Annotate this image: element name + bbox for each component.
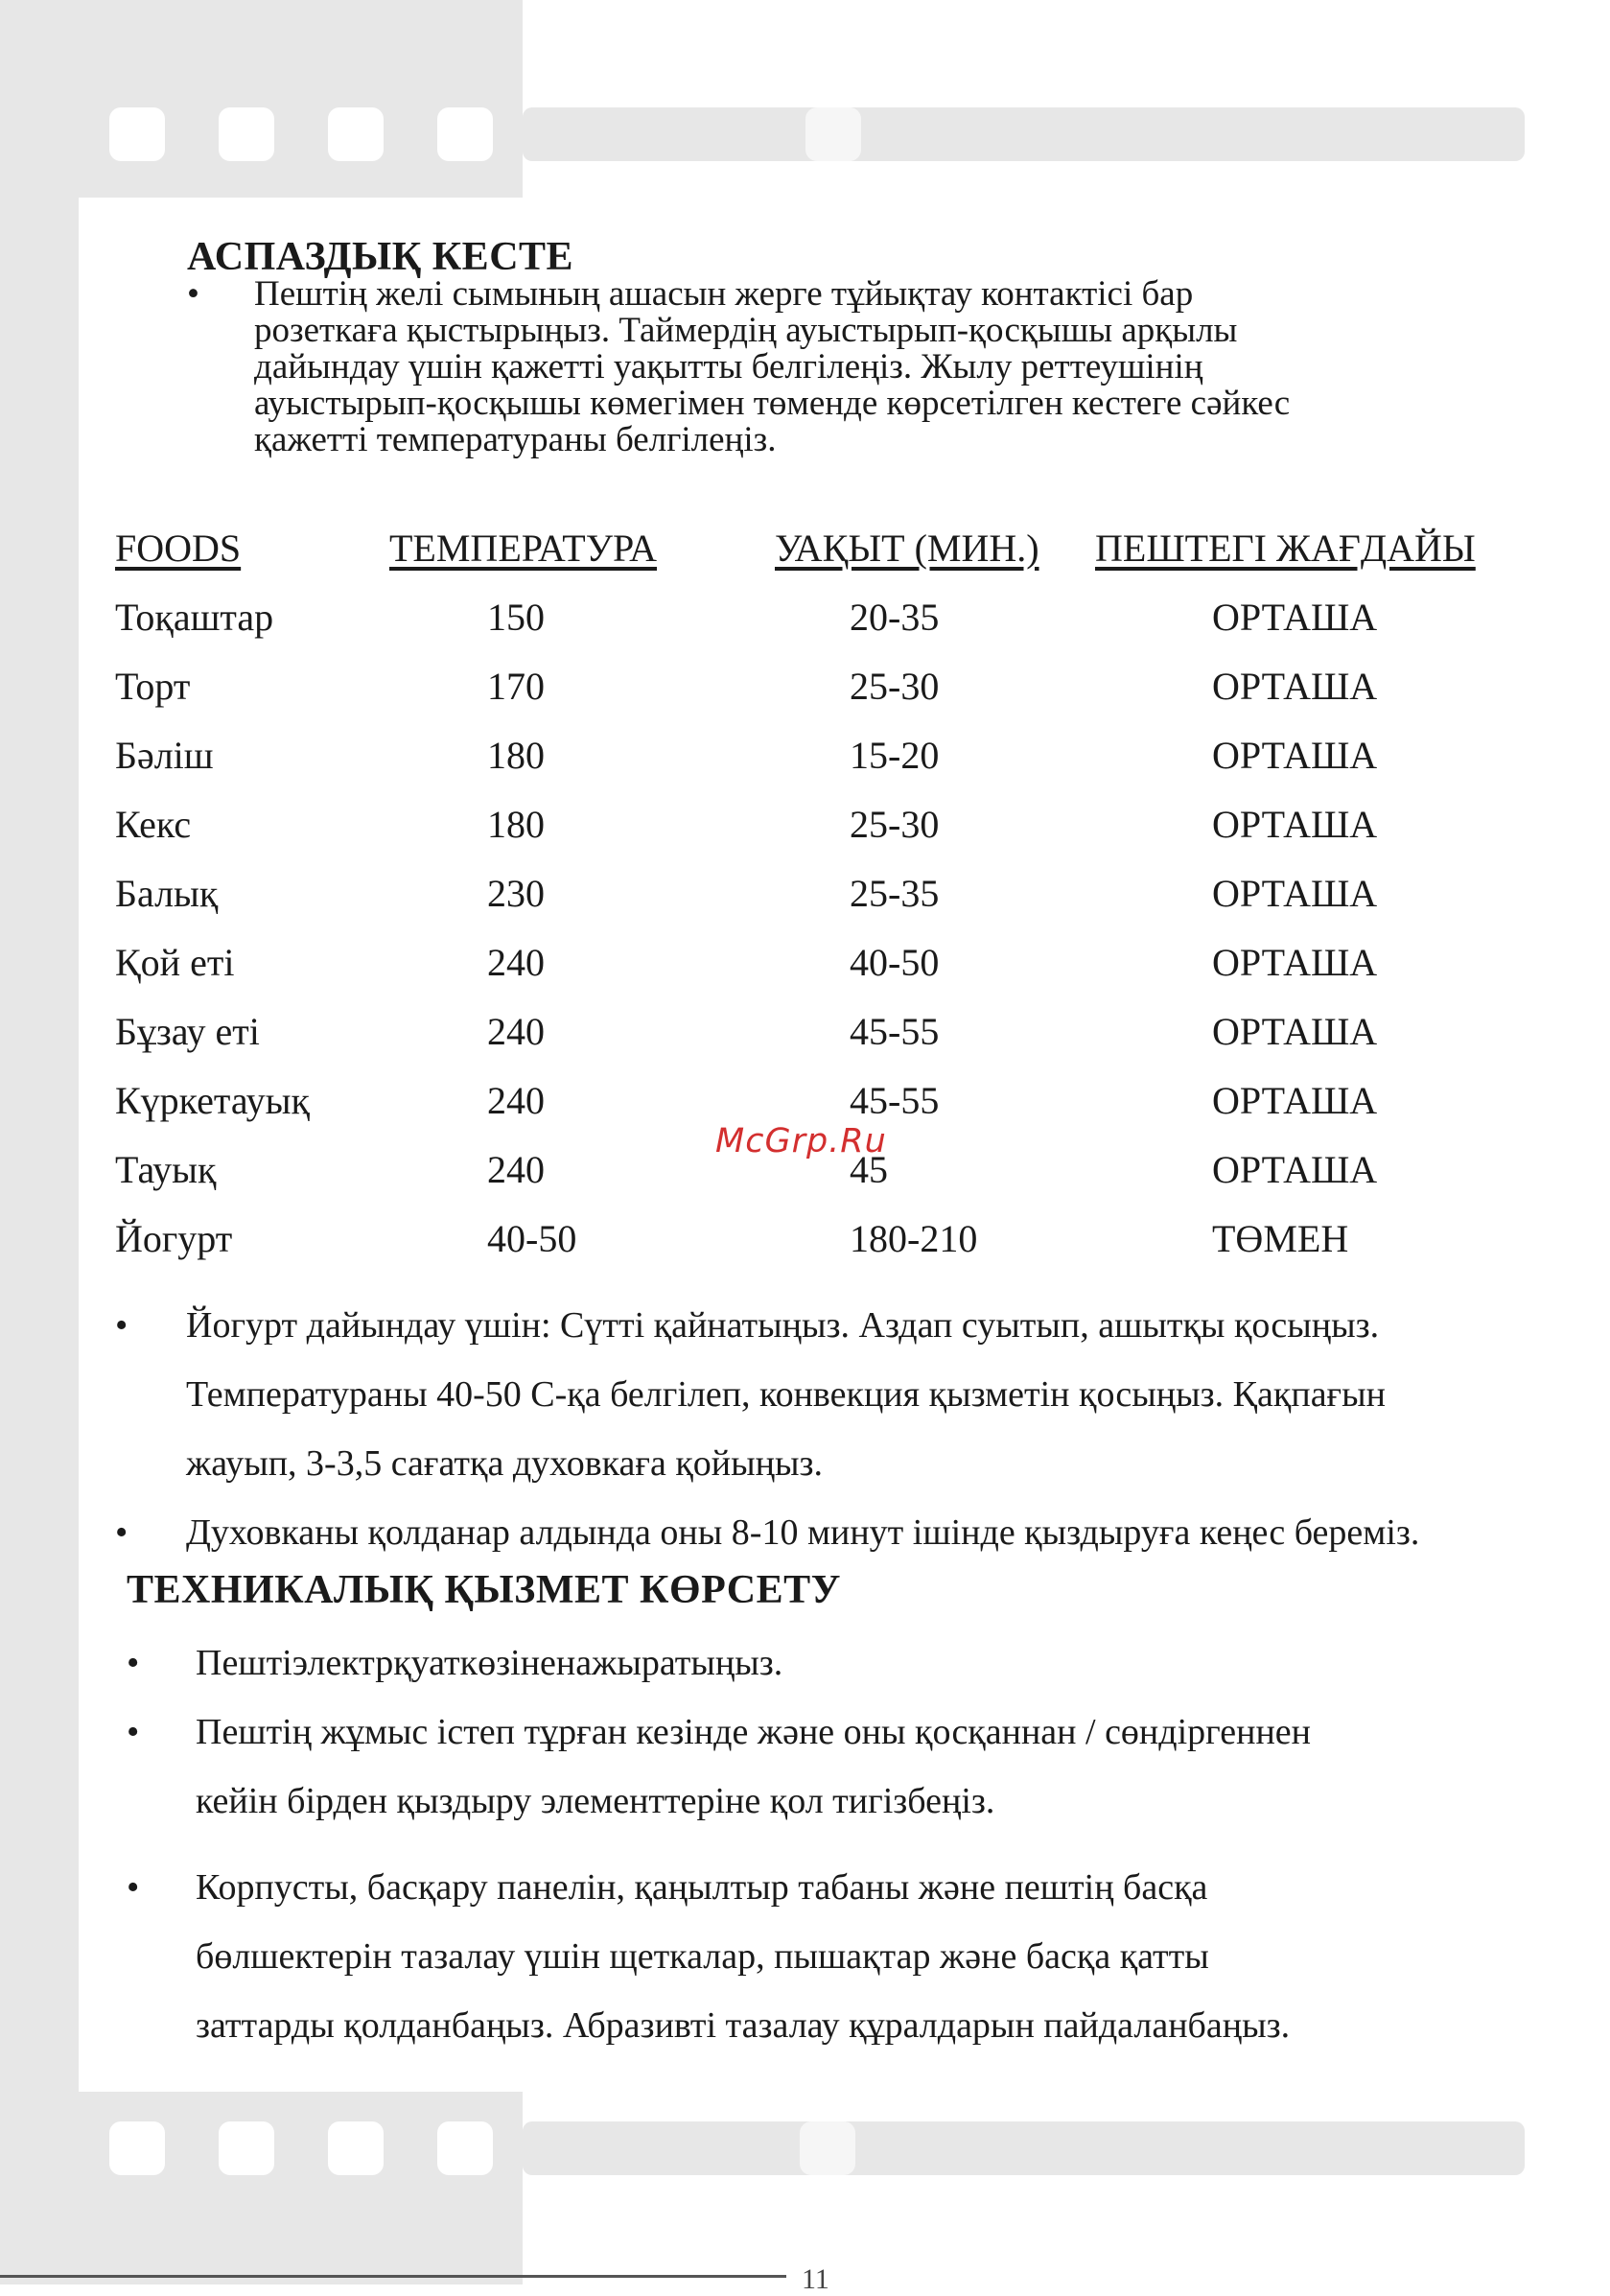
header-temperature: ТЕМПЕРАТУРА: [389, 527, 658, 570]
cell-temperature: 230: [487, 872, 545, 915]
yogurt-note-line: жауып, 3-3,5 сағатқа духовкаға қойыңыз.: [186, 1443, 824, 1484]
intro-line: қажетті температураны белгілеңіз.: [254, 420, 777, 459]
cell-time: 25-30: [850, 665, 940, 708]
cell-temperature: 150: [487, 596, 545, 639]
list-item: [127, 1698, 1546, 1836]
cell-temperature: 40-50: [487, 1217, 577, 1260]
yogurt-note-line: Температураны 40-50 С-қа белгілеп, конвекция қызметін қосыңыз. Қақпағын: [186, 1374, 1387, 1415]
intro-line: розеткаға қыстырыңыз. Таймердің ауыстырып-қосқышы арқылы: [254, 311, 1238, 350]
cell-time: 45: [850, 1148, 888, 1191]
cell-food: Бәліш: [115, 734, 214, 777]
maintenance-item-line: бөлшектерін тазалау үшін щеткалар, пышақтар және басқа қатты: [196, 1936, 1209, 1977]
cell-time: 25-30: [850, 803, 940, 846]
spacer: [127, 1836, 1546, 1853]
cell-temperature: 240: [487, 941, 545, 984]
cell-time: 15-20: [850, 734, 940, 777]
intro-paragraph: [187, 276, 1529, 458]
cell-food: Балық: [115, 872, 219, 915]
header-time: УАҚЫТ (МИН.): [775, 527, 1039, 570]
cell-food: Кекс: [115, 803, 192, 846]
bullet: •: [127, 1867, 140, 1908]
maintenance-item-line: Корпусты, басқару панелін, қаңылтыр табаны және пештің басқа: [196, 1867, 1208, 1908]
cell-time: 25-35: [850, 872, 940, 915]
header-foods: FOODS: [115, 527, 242, 570]
intro-line: дайындау үшін қажетті уақытты белгілеңіз. Жылу реттеушінің: [254, 347, 1203, 387]
cooking-table-title: АСПАЗДЫҚ КЕСТЕ: [187, 235, 574, 279]
bullet: •: [115, 1512, 128, 1553]
cell-position: ОРТАША: [1212, 872, 1378, 915]
cell-food: Бұзау еті: [115, 1010, 260, 1053]
bullet: •: [187, 274, 199, 314]
header-oven-position: ПЕШТЕГІ ЖАҒДАЙЫ: [1095, 527, 1476, 570]
intro-line: Пештің желі сымының ашасын жерге тұйықтау контактісі бар: [254, 274, 1194, 314]
cell-food: Тауық: [115, 1148, 217, 1191]
bullet: •: [127, 1643, 140, 1683]
cell-position: ОРТАША: [1212, 596, 1378, 639]
watermark: McGrp.Ru: [715, 1122, 887, 1160]
cell-food: Торт: [115, 665, 191, 708]
maintenance-item-line: Пештің жұмыс істеп тұрған кезінде және оны қосқаннан / сөндіргеннен: [196, 1712, 1311, 1752]
list-item: [127, 1628, 1546, 1698]
cell-food: Йогурт: [115, 1217, 233, 1260]
list-item: [115, 1498, 1592, 1567]
cell-temperature: 240: [487, 1148, 545, 1191]
cell-time: 40-50: [850, 941, 940, 984]
cell-food: Қой еті: [115, 941, 235, 984]
page-number: 11: [802, 2263, 829, 2295]
cell-temperature: 180: [487, 734, 545, 777]
maintenance-item: Пештіэлектрқуаткөзіненажыратыңыз.: [196, 1643, 783, 1683]
cell-position: ОРТАША: [1212, 941, 1378, 984]
cell-position: ОРТАША: [1212, 1079, 1378, 1122]
list-item: [127, 1853, 1546, 2060]
cell-time: 45-55: [850, 1079, 940, 1122]
cell-food: Күркетауық: [115, 1079, 310, 1122]
maintenance-item-line: кейін бірден қыздыру элементтеріне қол тигізбеңіз.: [196, 1781, 995, 1821]
cell-position: ОРТАША: [1212, 734, 1378, 777]
cell-time: 20-35: [850, 596, 940, 639]
cell-food: Тоқаштар: [115, 596, 274, 639]
maintenance-list: [127, 1628, 1546, 2060]
cell-temperature: 240: [487, 1010, 545, 1053]
list-item: [115, 1291, 1592, 1498]
bullet: •: [127, 1712, 140, 1752]
yogurt-note-line: Йогурт дайындау үшін: Сүтті қайнатыңыз. Аздап суытып, ашытқы қосыңыз.: [186, 1305, 1380, 1346]
cell-position: ТӨМЕН: [1212, 1217, 1349, 1260]
cell-temperature: 180: [487, 803, 545, 846]
maintenance-item-line: заттарды қолданбаңыз. Абразивті тазалау құралдарын пайдаланбаңыз.: [196, 2005, 1291, 2046]
cell-temperature: 170: [487, 665, 545, 708]
footer-rule: [0, 2275, 786, 2278]
cell-position: ОРТАША: [1212, 1010, 1378, 1053]
maintenance-title: ТЕХНИКАЛЫҚ ҚЫЗМЕТ КӨРСЕТУ: [127, 1568, 841, 1612]
cell-temperature: 240: [487, 1079, 545, 1122]
cell-position: ОРТАША: [1212, 803, 1378, 846]
cell-time: 180-210: [850, 1217, 978, 1260]
notes-list: [115, 1291, 1592, 1567]
cell-position: ОРТАША: [1212, 1148, 1378, 1191]
intro-line: ауыстырып-қосқышы көмегімен төменде көрсетілген кестеге сәйкес: [254, 384, 1291, 423]
cell-position: ОРТАША: [1212, 665, 1378, 708]
bullet: •: [115, 1305, 128, 1346]
preheat-note: Духовканы қолданар алдында оны 8-10 минут ішінде қыздыруға кеңес береміз.: [186, 1512, 1420, 1553]
cell-time: 45-55: [850, 1010, 940, 1053]
